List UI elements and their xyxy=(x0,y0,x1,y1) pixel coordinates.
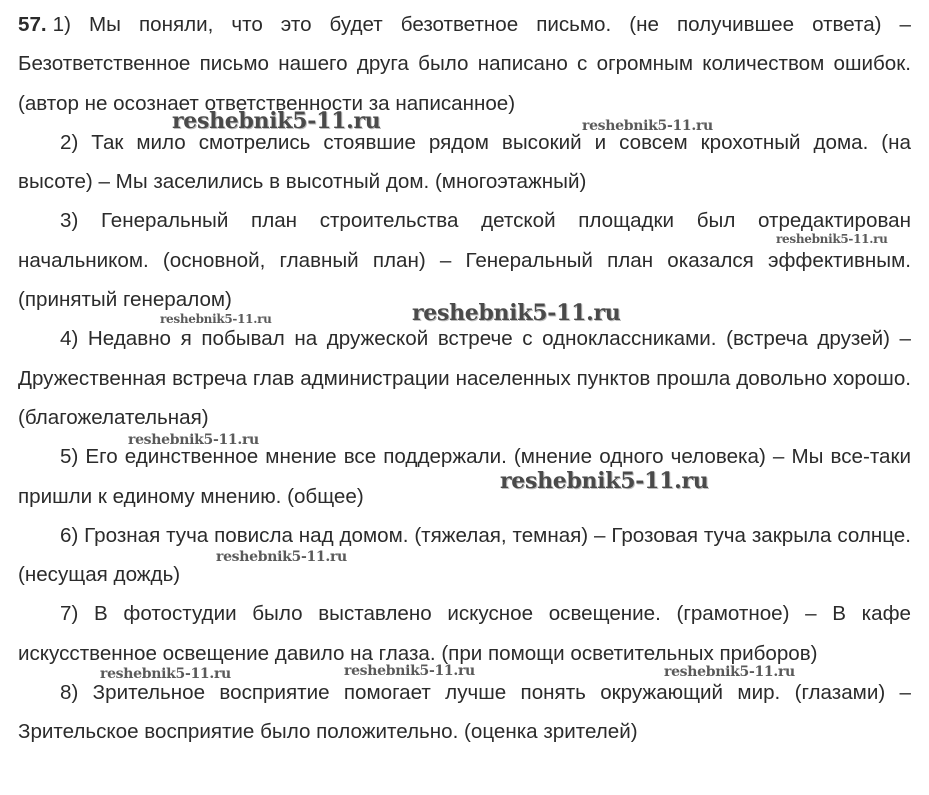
exercise-item-5 xyxy=(18,437,911,516)
watermark: reshebnik5-11.ru xyxy=(412,300,621,326)
item-text: 4) Недавно я побывал на дружеской встрече с одноклассниками. (встреча друзей) – Дружественная встреча глав администрации населенных пунктов прошла довольно хорошо. (благожелательная) xyxy=(18,327,911,429)
item-text: 3) Генеральный план строительства детской площадки был отредактирован начальником. (основной, главный план) – Генеральный план оказался эффективным. (принятый генералом) xyxy=(18,209,911,312)
watermark: reshebnik5-11.ru xyxy=(344,663,475,679)
item-text: 2) Так мило смотрелись стоявшие рядом высокий и совсем крохотный дома. (на высоте) – Мы заселились в высотный дом. (многоэтажный) xyxy=(18,130,911,194)
item-text: 5) Его единственное мнение все поддержали. (мнение одного человека) – Мы все-таки пришли к единому мнению. (общее) xyxy=(18,445,911,508)
exercise-item-3 xyxy=(18,201,911,319)
exercise-item-4 xyxy=(18,319,911,437)
watermark: reshebnik5-11.ru xyxy=(100,666,231,682)
exercise-item-8 xyxy=(18,673,911,752)
item-text: 6) Грозная туча повисла над домом. (тяжелая, темная) – Грозовая туча закрыла солнце. (несущая дождь) xyxy=(18,523,911,587)
item-text: 8) Зрительное восприятие помогает лучше понять окружающий мир. (глазами) – Зрительское восприятие было положительно. (оценка зрителей) xyxy=(18,681,911,744)
exercise-item-2 xyxy=(18,123,911,202)
watermark: reshebnik5-11.ru xyxy=(128,432,259,448)
exercise-item-7 xyxy=(18,594,911,673)
watermark: reshebnik5-11.ru xyxy=(160,312,272,326)
watermark: reshebnik5-11.ru xyxy=(664,664,795,680)
item-text: 7) В фотостудии было выставлено искусное освещение. (грамотное) – В кафе искусственное освещение давило на глаза. (при помощи осветительных приборов) xyxy=(18,602,911,665)
watermark: reshebnik5-11.ru xyxy=(172,108,381,134)
watermark: reshebnik5-11.ru xyxy=(582,118,713,134)
item-text: 1) Мы поняли, что это будет безответное письмо. (не получившее ответа) – Безответственное письмо нашего друга было написано с огромным количеством ошибок. (автор не осознает ответственности за написанное) xyxy=(18,13,911,115)
exercise-item-1 xyxy=(18,5,911,123)
exercise-number: 57. xyxy=(18,13,47,36)
watermark: reshebnik5-11.ru xyxy=(216,549,347,565)
exercise-item-6 xyxy=(18,516,911,595)
watermark: reshebnik5-11.ru xyxy=(776,232,888,246)
watermark: reshebnik5-11.ru xyxy=(500,468,709,494)
exercise-text xyxy=(18,5,911,752)
